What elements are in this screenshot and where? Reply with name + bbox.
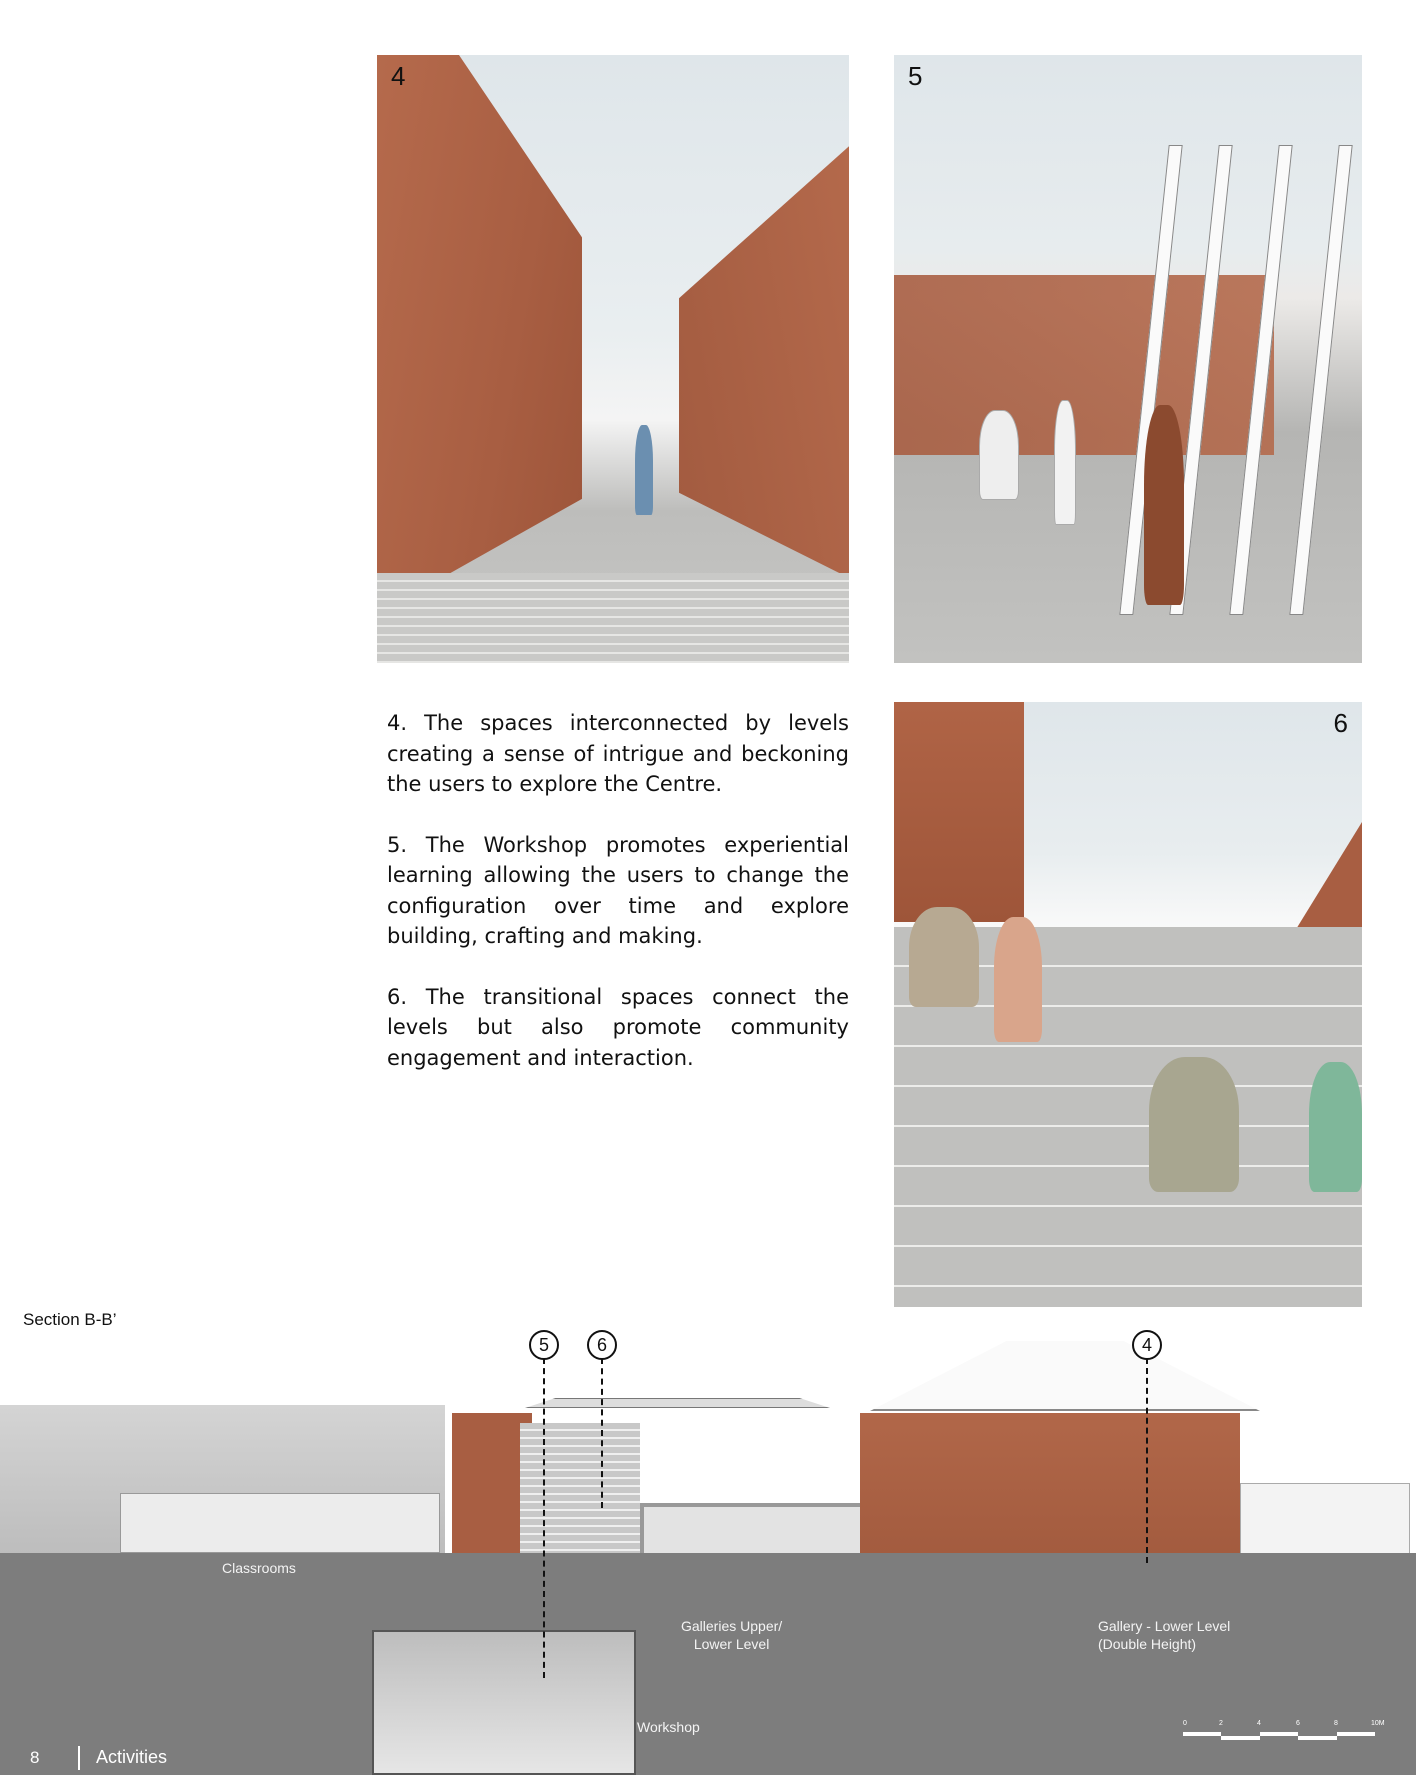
label-galleries-line1: Galleries Upper/ [681, 1618, 783, 1634]
person-figure [1309, 1062, 1362, 1192]
marker-line-5 [543, 1358, 545, 1678]
paragraph-5: 5. The Workshop promotes experiential learning allowing the users to change the configuration over time and explore building, crafting and making. [387, 832, 849, 948]
brick-wall [894, 275, 1274, 455]
label-gallery-line2: (Double Height) [1098, 1636, 1197, 1652]
person-figure [1149, 1057, 1239, 1192]
label-gallery-lower [1098, 1617, 1230, 1653]
label-gallery-line1: Gallery - Lower Level [1098, 1618, 1231, 1634]
person-figure [635, 425, 653, 515]
person-figure [979, 410, 1019, 500]
person-figure [909, 907, 979, 1007]
scale-segment [1337, 1732, 1375, 1736]
gallery-roof [870, 1341, 1260, 1411]
section-title: Section B-B’ [23, 1310, 117, 1329]
scale-tick: 4 [1257, 1720, 1261, 1727]
person-figure [1144, 405, 1184, 605]
scale-segment [1298, 1736, 1336, 1740]
paragraph-6: 6. The transitional spaces connect the levels but also promote community engagement and interaction. [387, 984, 849, 1070]
brick-wall-left [894, 702, 1024, 922]
image-number: 4 [391, 61, 406, 91]
page-number: 8 [30, 1748, 40, 1767]
timber-frame [1289, 145, 1352, 615]
footer-divider [78, 1746, 80, 1770]
brick-wall-left [377, 55, 582, 663]
description-text [387, 708, 849, 1103]
render-image-4 [377, 55, 849, 663]
scale-segment [1183, 1732, 1221, 1736]
image-number: 5 [908, 61, 923, 91]
label-classrooms: Classrooms [222, 1560, 296, 1576]
scale-tick: 0 [1183, 1720, 1187, 1727]
scale-segment [1221, 1736, 1259, 1740]
scale-tick: 2 [1219, 1720, 1223, 1727]
view-marker-6: 6 [587, 1330, 617, 1360]
label-galleries-line2: Lower Level [693, 1636, 770, 1652]
concrete-steps [377, 573, 849, 663]
scale-tick: 8 [1334, 1720, 1338, 1727]
label-galleries [681, 1617, 782, 1653]
person-figure [994, 917, 1042, 1042]
classroom-interior [120, 1493, 440, 1553]
marker-line-4 [1146, 1358, 1148, 1563]
paragraph-4: 4. The spaces interconnected by levels creating a sense of intrigue and beckoning the users to explore the Centre. [387, 711, 849, 796]
render-image-6 [894, 702, 1362, 1307]
render-image-5 [894, 55, 1362, 663]
scale-tick: 6 [1296, 1720, 1300, 1727]
workshop-building [372, 1630, 636, 1775]
marker-line-6 [601, 1358, 603, 1508]
label-workshop: Workshop [637, 1719, 700, 1735]
brick-wall-right [679, 55, 849, 663]
view-marker-5: 5 [529, 1330, 559, 1360]
person-figure [1054, 400, 1076, 525]
scale-segment [1260, 1732, 1298, 1736]
scale-bar [1183, 1720, 1385, 1742]
workshop-roof [525, 1398, 830, 1408]
footer-title: Activities [96, 1747, 168, 1767]
scale-tick: 10M [1371, 1720, 1385, 1727]
view-marker-4: 4 [1132, 1330, 1162, 1360]
image-number: 6 [1333, 708, 1348, 738]
